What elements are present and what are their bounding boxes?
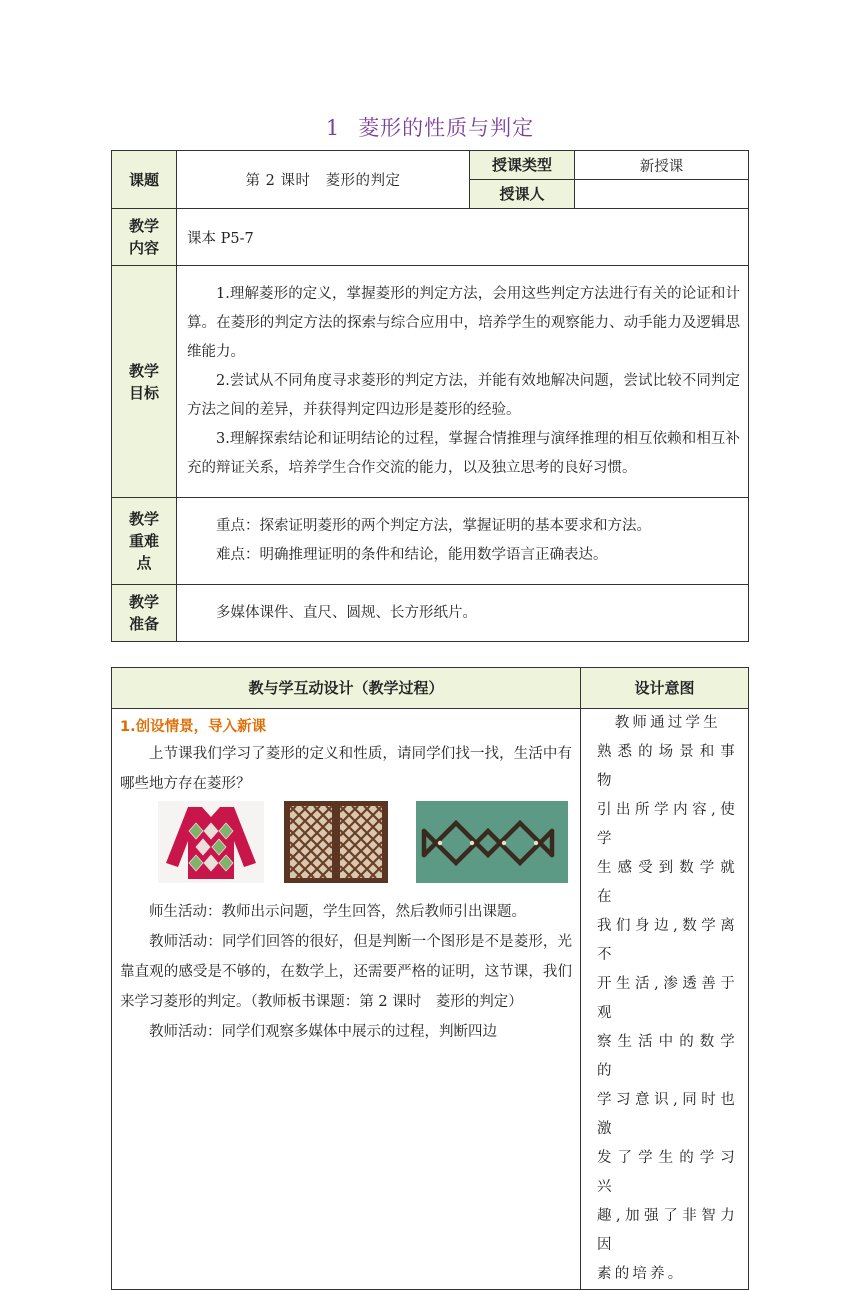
prep-label: 教学 准备 <box>112 585 177 642</box>
title-text: 菱形的性质与判定 <box>358 116 535 140</box>
teacher-label: 授课人 <box>470 180 575 209</box>
intent-cell <box>581 709 749 1290</box>
content-label: 教学 内容 <box>112 209 177 266</box>
sweater-image <box>158 801 264 883</box>
key-cell <box>177 498 749 585</box>
key-label: 教学 重难 点 <box>112 498 177 585</box>
difficult-point: 难点：明确推理证明的条件和结论，能用数学语言正确表达。 <box>216 547 608 563</box>
folding-rack-image <box>416 801 568 883</box>
process-header: 教与学互动设计（教学过程） <box>112 668 581 709</box>
type-value: 新授课 <box>575 151 749 180</box>
lattice-image <box>284 801 388 883</box>
section-title: 1.创设情景，导入新课 <box>120 719 267 735</box>
topic-value: 第 2 课时 菱形的判定 <box>177 151 470 209</box>
prep-cell <box>177 585 749 642</box>
process-paragraph-1: 上节课我们学习了菱形的定义和性质，请同学们找一找，生活中有哪些地方存在菱形？ <box>120 746 572 792</box>
goal-1: 1.理解菱形的定义，掌握菱形的判定方法，会用这些判定方法进行有关的论证和计算。在菱形的判定方法的探索与综合应用中，培养学生的观察能力、动手能力及逻辑思维能力。 <box>187 286 740 360</box>
goal-2: 2.尝试从不同角度寻求菱形的判定方法，并能有效地解决问题，尝试比较不同判定方法之间的差异，并获得判定四边形是菱形的经验。 <box>187 373 740 418</box>
intent-header: 设计意图 <box>581 668 749 709</box>
process-table <box>111 667 749 1290</box>
process-cell <box>112 709 581 1290</box>
process-paragraph-2: 师生活动：教师出示问题，学生回答，然后教师引出课题。 <box>149 904 526 920</box>
page-title <box>0 112 860 142</box>
goals-label: 教学 目标 <box>112 266 177 498</box>
type-label: 授课类型 <box>470 151 575 180</box>
design-intent: 教师通过学生 熟悉的场景和事物 引出所学内容,使学 生感受到数学就在 我们身边,数学离不 开生活,渗透善于观 察生活中的数学的 学习意识,同时也激 发了学生的学习兴 趣,加强了非智力因 素的培养。 <box>597 715 738 1282</box>
prep-value: 多媒体课件、直尺、圆规、长方形纸片。 <box>216 604 477 621</box>
goal-3: 3.理解探索结论和证明结论的过程，掌握合情推理与演绎推理的相互依赖和相互补充的辩证关系，培养学生合作交流的能力，以及独立思考的良好习惯。 <box>187 431 740 476</box>
key-point: 重点：探索证明菱形的两个判定方法，掌握证明的基本要求和方法。 <box>216 518 651 534</box>
goals-cell <box>177 266 749 498</box>
teacher-value <box>575 180 749 209</box>
title-number: 1 <box>325 116 341 140</box>
lesson-info-table <box>111 150 749 642</box>
process-paragraph-4: 教师活动：同学们观察多媒体中展示的过程，判断四边 <box>149 1024 497 1040</box>
content-value: 课本 P5-7 <box>177 209 749 266</box>
example-images <box>120 801 572 893</box>
topic-label: 课题 <box>112 151 177 209</box>
process-paragraph-3: 教师活动：同学们回答的很好，但是判断一个图形是不是菱形，光靠直观的感受是不够的，在数学上，还需要严格的证明，这节课，我们来学习菱形的判定。（教师板书课题：第 2 课时 菱形的判定） <box>120 934 572 1010</box>
